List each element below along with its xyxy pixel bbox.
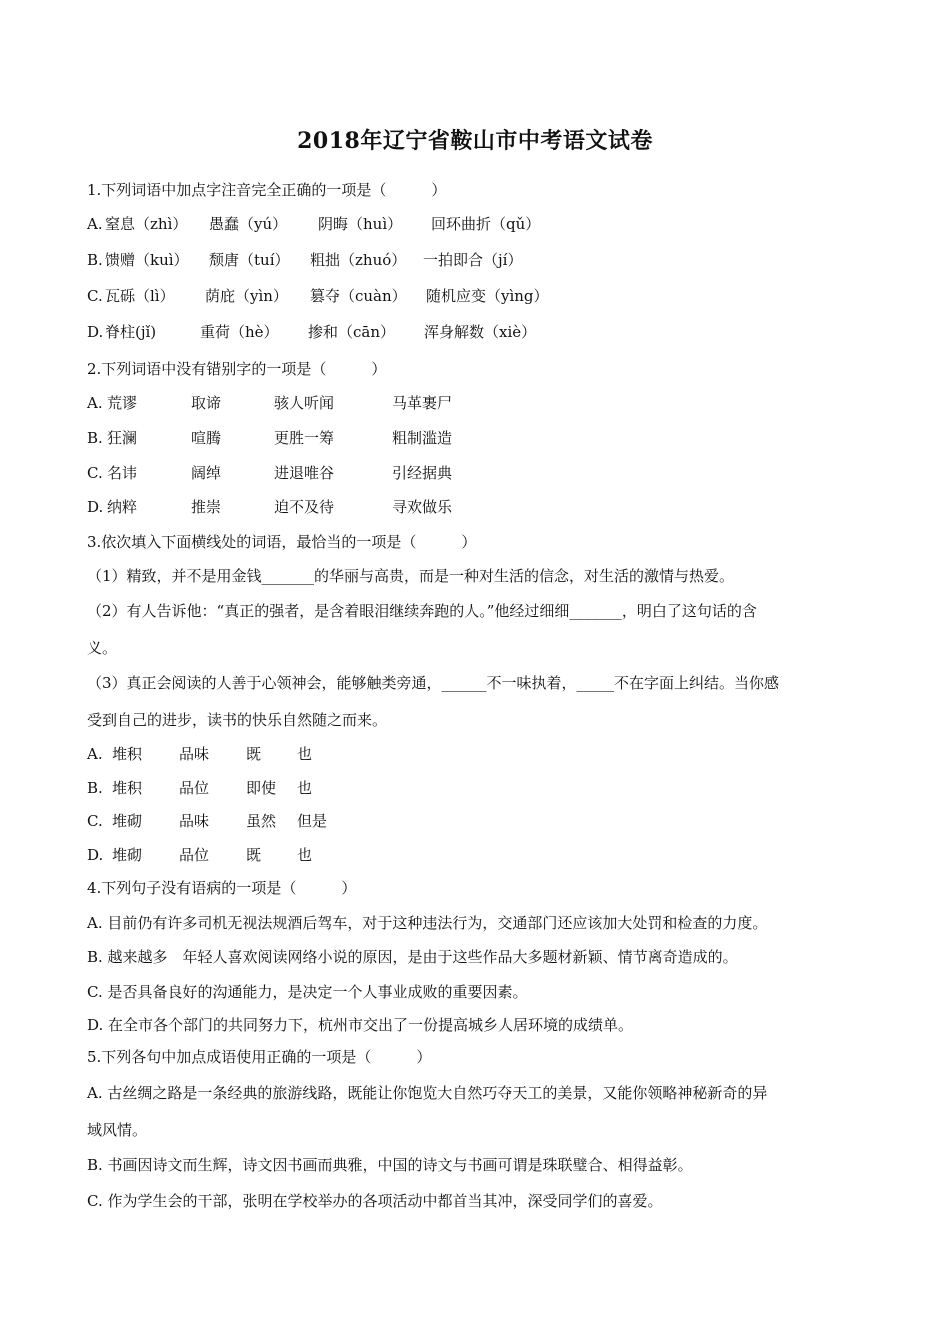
option-item: 寻欢做乐 xyxy=(392,498,453,516)
option-item: 名讳 xyxy=(107,464,138,482)
q3-sentence-2: （2）有人告诉他：“真正的强者，是含着眼泪继续奔跑的人。”他经过细细_______，明白了这句话的含 xyxy=(87,602,757,620)
q3-sentence-2-cont: 义。 xyxy=(87,639,118,657)
option-item: 引经据典 xyxy=(392,464,453,482)
question-3-stem: 3.依次填入下面横线处的词语，最恰当的一项是（ ） xyxy=(87,533,477,551)
question-2-stem: 2.下列词语中没有错别字的一项是（ ） xyxy=(87,360,387,378)
q3-sentence-1: （1）精致，并不是用金钱_______的华丽与高贵，而是一种对生活的信念，对生活的激情与热爱。 xyxy=(87,567,735,585)
option-letter: D. xyxy=(87,323,104,341)
option-item: 品味 xyxy=(179,812,210,830)
option-letter: D. xyxy=(87,846,104,864)
question-4-stem: 4.下列句子没有语病的一项是（ ） xyxy=(87,879,357,897)
option-letter: A. xyxy=(87,215,103,233)
option-item: 一拍即合（jí） xyxy=(423,251,523,269)
option-item: 也 xyxy=(297,779,313,797)
option-item: 喧腾 xyxy=(191,429,222,447)
q4-option-a[interactable]: A. 目前仍有许多司机无视法规酒后驾车，对于这种违法行为，交通部门还应该加大处罚和检查的力度。 xyxy=(87,914,768,932)
option-item: 粗制滥造 xyxy=(392,429,453,447)
option-item: 荒谬 xyxy=(107,394,138,412)
option-item: 也 xyxy=(297,846,313,864)
q5-option-a-cont: 域风情。 xyxy=(87,1121,148,1139)
option-item: 脊柱(jǐ) xyxy=(105,323,157,341)
option-item: 堆积 xyxy=(112,745,143,763)
option-item: 阴晦（huì） xyxy=(318,215,403,233)
option-item: 纳粹 xyxy=(107,498,138,516)
option-letter: C. xyxy=(87,287,103,305)
option-item: 堆积 xyxy=(112,779,143,797)
q5-option-b[interactable]: B. 书画因诗文而生辉，诗文因书画而典雅，中国的诗文与书画可谓是珠联璧合、相得益彰。 xyxy=(87,1156,693,1174)
option-item: 品位 xyxy=(179,846,210,864)
option-item: 既 xyxy=(246,846,262,864)
option-item: 进退唯谷 xyxy=(274,464,335,482)
option-item: 荫庇（yìn） xyxy=(205,287,288,305)
option-item: 粗拙（zhuó） xyxy=(310,251,407,269)
option-item: 掺和（cān） xyxy=(308,323,396,341)
option-item: 虽然 xyxy=(246,812,277,830)
option-item: 品味 xyxy=(179,745,210,763)
option-item: 堆砌 xyxy=(112,846,143,864)
option-item: 品位 xyxy=(179,779,210,797)
option-letter: A. xyxy=(87,394,103,412)
option-item: 阔绰 xyxy=(191,464,222,482)
option-item: 回环曲折（qǔ） xyxy=(431,215,541,233)
q5-option-c[interactable]: C. 作为学生会的干部，张明在学校举办的各项活动中都首当其冲，深受同学们的喜爱。 xyxy=(87,1192,663,1210)
page-title: 2018年辽宁省鞍山市中考语文试卷 xyxy=(297,128,653,154)
option-item: 狂澜 xyxy=(107,429,138,447)
option-item: 馈赠（kuì） xyxy=(105,251,189,269)
option-item: 更胜一筹 xyxy=(274,429,335,447)
option-item: 但是 xyxy=(297,812,328,830)
option-letter: B. xyxy=(87,251,103,269)
option-item: 骇人听闻 xyxy=(274,394,335,412)
option-item: 也 xyxy=(297,745,313,763)
option-item: 推崇 xyxy=(191,498,222,516)
option-item: 迫不及待 xyxy=(274,498,335,516)
option-item: 重荷（hè） xyxy=(200,323,279,341)
option-letter: A. xyxy=(87,745,103,763)
option-item: 堆砌 xyxy=(112,812,143,830)
q3-sentence-3: （3）真正会阅读的人善于心领神会，能够触类旁通，______不一味执着，_____不在字面上纠结。当你感 xyxy=(87,674,780,692)
option-item: 马革裹尸 xyxy=(392,394,453,412)
option-item: 颓唐（tuí） xyxy=(209,251,290,269)
q5-option-a[interactable]: A. 古丝绸之路是一条经典的旅游线路，既能让你饱览大自然巧夺天工的美景，又能你领略神秘新奇的异 xyxy=(87,1084,768,1102)
q4-option-b[interactable]: B. 越来越多 年轻人喜欢阅读网络小说的原因，是由于这些作品大多题材新颖、情节离奇造成的。 xyxy=(87,948,738,966)
option-item: 篡夺（cuàn） xyxy=(310,287,407,305)
option-item: 窒息（zhì） xyxy=(105,215,188,233)
option-item: 浑身解数（xiè） xyxy=(424,323,537,341)
option-item: 既 xyxy=(246,745,262,763)
q3-sentence-3-cont: 受到自己的进步，读书的快乐自然随之而来。 xyxy=(87,711,388,729)
option-letter: C. xyxy=(87,812,103,830)
option-letter: B. xyxy=(87,779,103,797)
q4-option-c[interactable]: C. 是否具备良好的沟通能力，是决定一个人事业成败的重要因素。 xyxy=(87,983,528,1001)
option-letter: C. xyxy=(87,464,103,482)
question-1-stem: 1.下列词语中加点字注音完全正确的一项是（ ） xyxy=(87,181,447,199)
option-item: 愚蠢（yú） xyxy=(209,215,288,233)
option-letter: D. xyxy=(87,498,104,516)
question-5-stem: 5.下列各句中加点成语使用正确的一项是（ ） xyxy=(87,1048,432,1066)
option-item: 随机应变（yìng） xyxy=(426,287,549,305)
option-item: 取谛 xyxy=(191,394,222,412)
option-item: 瓦砾（lì） xyxy=(105,287,175,305)
option-letter: B. xyxy=(87,429,103,447)
q4-option-d[interactable]: D. 在全市各个部门的共同努力下，杭州市交出了一份提高城乡人居环境的成绩单。 xyxy=(87,1016,634,1034)
option-item: 即使 xyxy=(246,779,277,797)
